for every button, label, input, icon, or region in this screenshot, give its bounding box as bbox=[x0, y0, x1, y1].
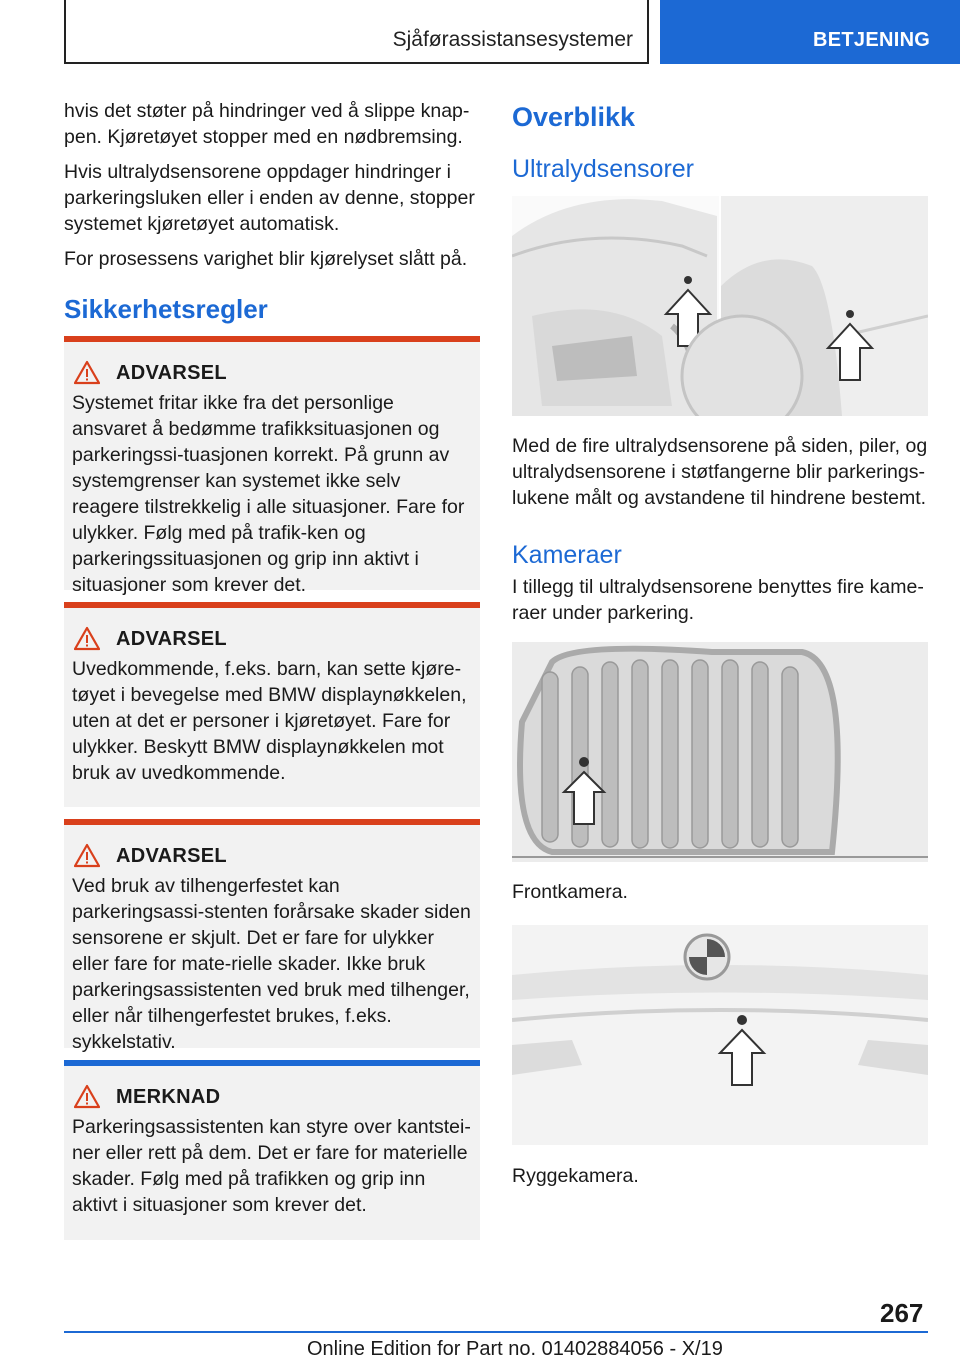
safety-heading: Sikkerhetsregler bbox=[64, 294, 268, 324]
warning-text: Ved bruk av tilhengerfestet kan parkeringsassi-stenten forårsake skader siden sensorene er skjult. Det er fare for ulykker eller fare for mate-rielle skader. Ikke bruk parkeringsassistenten ved bruk med tilhenger, eller når tilhengerfestet brukes, f.eks. sykkelstativ. bbox=[72, 875, 471, 1053]
cameras-heading: Kameraer bbox=[512, 541, 622, 569]
warning-label: ADVARSEL bbox=[116, 844, 227, 867]
page-number: 267 bbox=[880, 1298, 924, 1328]
paragraph-intro: hvis det støter på hindringer ved å slippe knap-pen. Kjøretøyet stopper med en nødbremsing. bbox=[64, 100, 470, 148]
rear-camera-illustration bbox=[512, 925, 928, 1145]
front-camera-caption: Frontkamera. bbox=[512, 881, 628, 903]
sensors-description: Med de fire ultralydsensorene på siden, piler, og ultralydsensorene i støtfangerne blir parkerings-lukene målt og avstandene til hindrene bestemt. bbox=[512, 435, 928, 509]
rear-camera-caption: Ryggekamera. bbox=[512, 1165, 639, 1187]
left-column bbox=[64, 98, 480, 351]
header-chapter-title: BETJENING bbox=[813, 29, 931, 51]
warning-label: ADVARSEL bbox=[116, 627, 227, 650]
warning-box-3 bbox=[64, 819, 480, 1053]
warning-triangle-icon bbox=[74, 843, 100, 869]
sensors-heading: Ultralydsensorer bbox=[512, 155, 695, 183]
right-column bbox=[512, 98, 928, 1189]
warning-box-2 bbox=[64, 602, 480, 807]
cameras-description: I tillegg til ultralydsensorene benyttes fire kame-raer under parkering. bbox=[512, 576, 924, 624]
warning-triangle-icon bbox=[74, 626, 100, 652]
notice-label: MERKNAD bbox=[116, 1085, 221, 1108]
footer-rule bbox=[64, 1331, 928, 1333]
paragraph-lights: For prosessens varighet blir kjørelyset slått på. bbox=[64, 248, 468, 270]
paragraph-sensors-stop: Hvis ultralydsensorene oppdager hindringer i parkeringsluken eller i enden av denne, stopper systemet kjøretøyet automatisk. bbox=[64, 161, 475, 235]
header-chapter-tab bbox=[660, 0, 960, 64]
overview-title: Overblikk bbox=[512, 102, 636, 132]
warning-text: Uvedkommende, f.eks. barn, kan sette kjøre-tøyet i bevegelse med BMW displaynøkkelen, uten at det er personer i kjøretøyet. Fare for ulykker. Beskytt BMW displaynøkkelen mot bruk av uvedkommende. bbox=[72, 658, 467, 784]
header-section-title: Sjåførassistansesystemer bbox=[392, 28, 633, 51]
notice-text: Parkeringsassistenten kan styre over kantstei-ner eller rett på dem. Det er fare for materielle skader. Følg med på trafikken og grip inn aktivt i situasjoner som krever det. bbox=[72, 1116, 471, 1216]
front-camera-illustration bbox=[512, 642, 928, 862]
footer-edition: Online Edition for Part no. 01402884056 - X/19 bbox=[307, 1338, 723, 1360]
sensors-illustration bbox=[512, 196, 928, 416]
warning-triangle-icon bbox=[74, 360, 100, 386]
header-section-box bbox=[64, 0, 649, 64]
warning-box-1 bbox=[64, 336, 480, 596]
warning-label: ADVARSEL bbox=[116, 361, 227, 384]
page-header bbox=[0, 0, 960, 66]
warning-triangle-icon bbox=[74, 1084, 100, 1110]
notice-box bbox=[64, 1060, 480, 1240]
warning-text: Systemet fritar ikke fra det personlige ansvaret å bedømme trafikksituasjonen og parkeringssi-tuasjonen korrekt. På grunn av systemgrenser kan systemet ikke selv reagere tilstrekkelig i alle situasjoner. Fare for ulykker. Følg med på trafik-ken og parkeringssituasjonen og grip inn aktivt i situasjoner som krever det. bbox=[72, 392, 465, 596]
